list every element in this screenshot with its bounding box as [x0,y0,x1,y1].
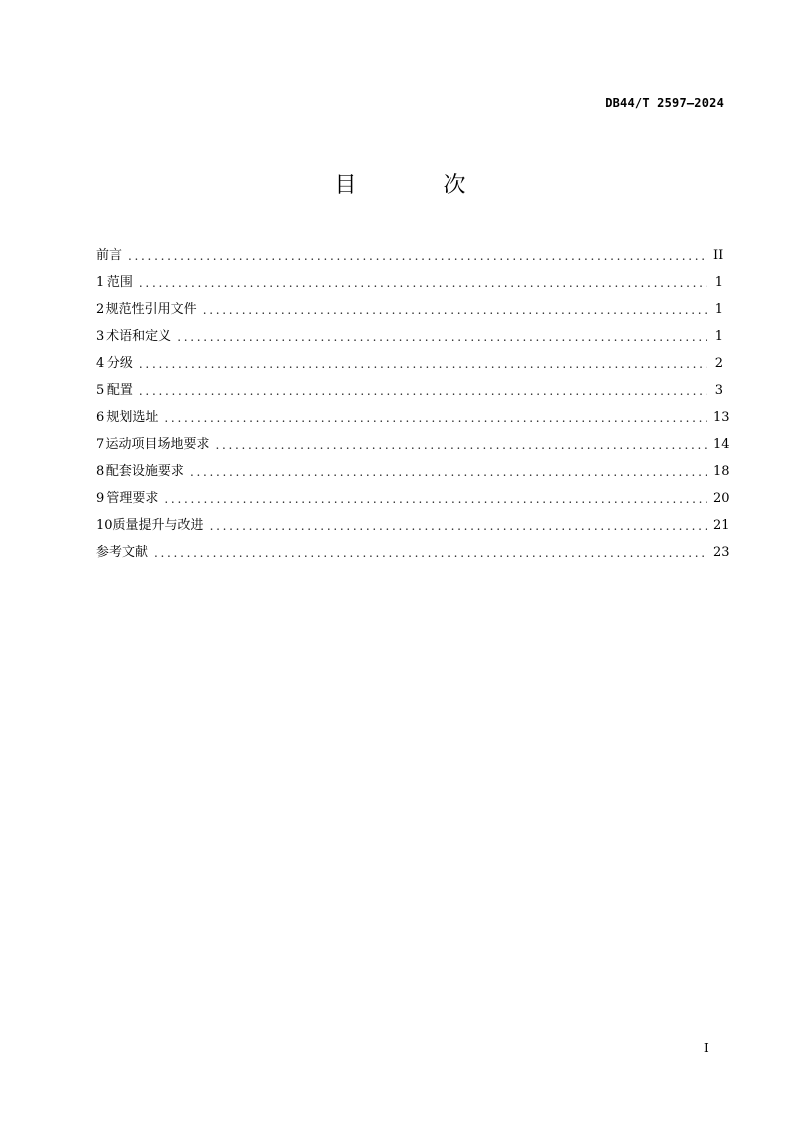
toc-entry-number: 10 [96,517,113,533]
toc-entry-label: 运动项目场地要求 [105,436,210,452]
toc-entry-label: 前言 [96,247,123,263]
toc-entry-number: 9 [96,490,105,506]
toc-entry-management[interactable] [96,485,730,512]
toc-leader-dots [139,273,707,293]
toc-leader-dots [210,516,707,536]
toc-entry-number: 2 [96,301,105,317]
toc-entry-site-planning[interactable] [96,404,730,431]
toc-entry-page: 1 [714,328,723,344]
toc-entry-scope[interactable] [96,269,723,296]
toc-entry-page: 20 [713,490,730,506]
toc-leader-dots [139,354,707,374]
toc-leader-dots [154,543,707,563]
toc-entry-page: 14 [713,436,730,452]
toc-leader-dots [164,408,707,428]
toc-entry-number: 7 [96,436,105,452]
toc-entry-number: 4 [96,355,105,371]
toc-entry-label: 范围 [106,274,133,290]
toc-entry-number: 5 [96,382,105,398]
document-code: DB44/T 2597—2024 [605,96,724,110]
toc-entry-normative-references[interactable] [96,296,723,323]
toc-entry-number: 8 [96,463,105,479]
toc-entry-number: 1 [96,274,105,290]
toc-entry-page: 1 [714,301,723,317]
toc-entry-page: 18 [713,463,730,479]
toc-leader-dots [164,489,707,509]
toc-entry-label: 规划选址 [106,409,159,425]
toc-entry-page: II [713,247,724,263]
toc-leader-dots [215,435,707,455]
toc-entry-classification[interactable] [96,350,723,377]
toc-leader-dots [203,300,707,320]
toc-entry-page: 13 [713,409,730,425]
toc-entry-label: 管理要求 [106,490,159,506]
toc-entry-facility-requirements[interactable] [96,458,730,485]
toc-entry-label: 术语和定义 [106,328,172,344]
toc-entry-page: 1 [714,274,723,290]
toc-entry-label: 规范性引用文件 [105,301,197,317]
toc-entry-foreword[interactable] [96,242,723,269]
toc-entry-label: 质量提升与改进 [112,517,204,533]
toc-entry-number: 6 [96,409,105,425]
toc-entry-page: 2 [714,355,723,371]
toc-leader-dots [190,462,707,482]
table-of-contents [96,242,730,566]
toc-entry-label: 配置 [106,382,133,398]
page-number: I [704,1041,709,1055]
toc-entry-terms-definitions[interactable] [96,323,723,350]
toc-leader-dots [128,246,707,266]
toc-entry-label: 配套设施要求 [105,463,184,479]
toc-entry-bibliography[interactable] [96,539,730,566]
toc-leader-dots [139,381,707,401]
toc-entry-configuration[interactable] [96,377,723,404]
toc-entry-quality-improvement[interactable] [96,512,730,539]
page-title: 目 次 [334,173,506,198]
toc-entry-number: 3 [96,328,105,344]
toc-entry-label: 参考文献 [96,544,149,560]
toc-entry-venue-requirements[interactable] [96,431,730,458]
toc-entry-page: 3 [714,382,723,398]
toc-entry-page: 21 [713,517,730,533]
toc-entry-label: 分级 [106,355,133,371]
toc-leader-dots [177,327,707,347]
toc-entry-page: 23 [713,544,730,560]
